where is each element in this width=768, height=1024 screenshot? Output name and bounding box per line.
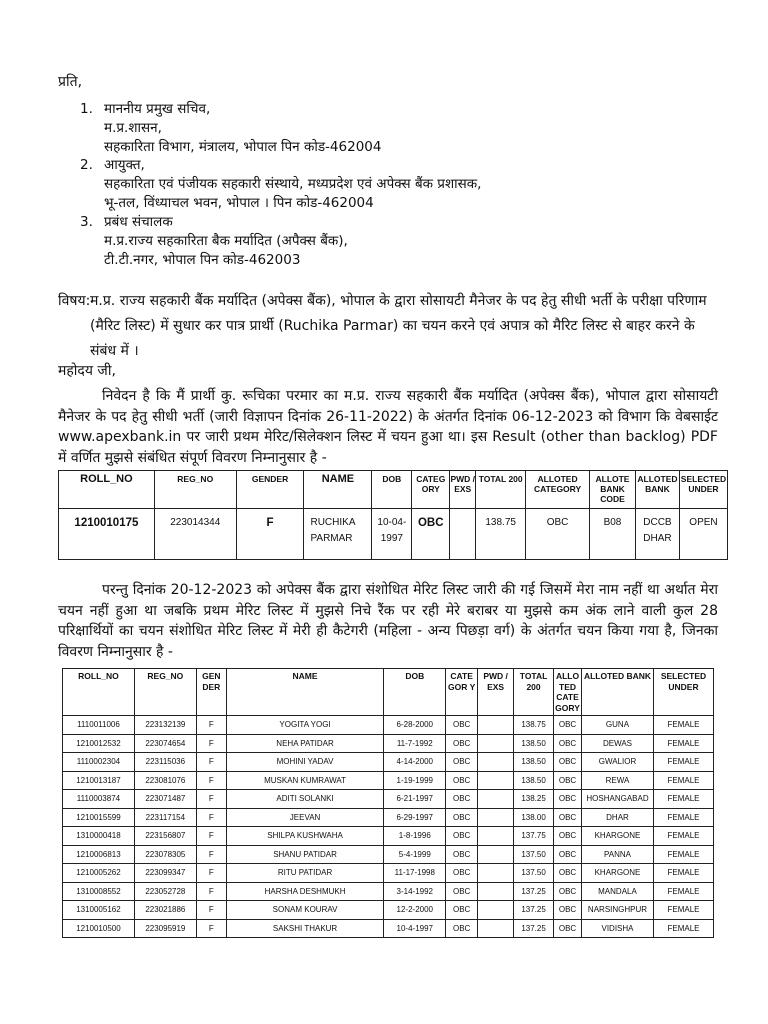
recipient-line: म.प्र.शासन, xyxy=(104,120,162,136)
header-cell: SELECTED UNDER xyxy=(653,669,713,716)
header-cell: GEN DER xyxy=(196,669,226,716)
table-cell: OBC xyxy=(554,845,582,864)
recipient-number: 3. xyxy=(80,214,93,230)
table-row xyxy=(63,716,714,735)
header-cell: ALLOTED BANK xyxy=(635,471,679,509)
recipient-line: प्रबंध संचालक xyxy=(104,214,173,230)
recipient-1 xyxy=(80,100,381,157)
table-cell: 138.75 xyxy=(514,716,554,735)
table-row xyxy=(63,790,714,809)
table-cell: OBC xyxy=(554,716,582,735)
table-cell: F xyxy=(196,919,226,938)
table-cell: F xyxy=(196,716,226,735)
candidate-table xyxy=(58,470,728,560)
table-cell: DCCB DHAR xyxy=(635,509,679,560)
table-cell: 137.25 xyxy=(514,919,554,938)
table-cell: 1210012532 xyxy=(63,734,135,753)
table-cell: F xyxy=(196,808,226,827)
table-cell xyxy=(478,827,514,846)
table-cell: 6-28-2000 xyxy=(384,716,446,735)
table-cell: 1210010175 xyxy=(59,509,155,560)
recipient-number: 1. xyxy=(80,101,93,117)
table-cell: 138.25 xyxy=(514,790,554,809)
table-row xyxy=(63,901,714,920)
table-cell: OBC xyxy=(446,771,478,790)
table-cell xyxy=(478,790,514,809)
table-cell: F xyxy=(196,901,226,920)
table-cell: 138.50 xyxy=(514,753,554,772)
table-cell: OBC xyxy=(554,882,582,901)
table-cell: SHILPA KUSHWAHA xyxy=(226,827,384,846)
header-cell: CATE GOR Y xyxy=(446,669,478,716)
table-cell: 1110002304 xyxy=(63,753,135,772)
table-cell: 1210006813 xyxy=(63,845,135,864)
header-cell: REG_NO xyxy=(134,669,196,716)
table-cell: FEMALE xyxy=(653,882,713,901)
table-cell: F xyxy=(236,509,304,560)
table-cell: OBC xyxy=(446,882,478,901)
table-cell: OBC xyxy=(526,509,590,560)
table-cell: OBC xyxy=(446,827,478,846)
table-row xyxy=(63,845,714,864)
table-cell: 1310005162 xyxy=(63,901,135,920)
table-cell: 223071487 xyxy=(134,790,196,809)
table-cell: 10-04-1997 xyxy=(372,509,412,560)
table-cell: 138.50 xyxy=(514,771,554,790)
table-cell: OBC xyxy=(446,808,478,827)
table-cell: KHARGONE xyxy=(582,827,654,846)
header-cell: TOTAL 200 xyxy=(514,669,554,716)
table-cell: 5-4-1999 xyxy=(384,845,446,864)
table-cell: PANNA xyxy=(582,845,654,864)
table-cell: FEMALE xyxy=(653,845,713,864)
header-cell: ALLO TED CATE GORY xyxy=(554,669,582,716)
table-cell: 1-19-1999 xyxy=(384,771,446,790)
table-cell: SONAM KOURAV xyxy=(226,901,384,920)
table-cell: OBC xyxy=(554,734,582,753)
table-cell xyxy=(478,901,514,920)
table-cell: FEMALE xyxy=(653,827,713,846)
table-cell xyxy=(478,882,514,901)
table-cell: 223052728 xyxy=(134,882,196,901)
table-cell: YOGITA YOGI xyxy=(226,716,384,735)
header-cell: GENDER xyxy=(236,471,304,509)
table-cell: FEMALE xyxy=(653,808,713,827)
table-cell xyxy=(478,753,514,772)
table-cell: 223115036 xyxy=(134,753,196,772)
table-cell: 223078305 xyxy=(134,845,196,864)
table-cell: OBC xyxy=(554,864,582,883)
table-cell: REWA xyxy=(582,771,654,790)
recipient-3 xyxy=(80,213,348,270)
recipient-line: म.प्र.राज्य सहकारिता बैक मर्यादित (अपैक्स बैंक), xyxy=(104,233,348,249)
table-cell: FEMALE xyxy=(653,771,713,790)
table-cell: RITU PATIDAR xyxy=(226,864,384,883)
subject-text: म.प्र. राज्य सहकारी बैंक मर्यादित (अपेक्स बैंक), भोपाल के द्वारा सोसायटी मैनेजर के पद हेतु सीधी भर्ती के परीक्षा परिणाम (मैरिट लिस्ट) में सुधार कर पात्र प्रार्थी (Ruchika Parmar) का चयन करने एवं अपात्र को मैरिट लिस्ट से बाहर करने के संबंध में । xyxy=(90,293,707,359)
header-cell: PWD / EXS xyxy=(478,669,514,716)
recipient-2 xyxy=(80,156,481,213)
table-cell: 11-7-1992 xyxy=(384,734,446,753)
table-cell: F xyxy=(196,845,226,864)
recipient-line: भू-तल, विंध्याचल भवन, भोपाल । पिन कोड-462004 xyxy=(104,195,374,211)
header-cell: ROLL_NO xyxy=(63,669,135,716)
table-cell: JEEVAN xyxy=(226,808,384,827)
table-row xyxy=(63,771,714,790)
table-cell: 12-2-2000 xyxy=(384,901,446,920)
table-cell: F xyxy=(196,864,226,883)
table-cell: GWALIOR xyxy=(582,753,654,772)
subject-block xyxy=(58,289,718,364)
table-cell: GUNA xyxy=(582,716,654,735)
table-cell: F xyxy=(196,753,226,772)
header-cell: DOB xyxy=(372,471,412,509)
table-cell: OBC xyxy=(554,771,582,790)
table-cell: 4-14-2000 xyxy=(384,753,446,772)
table-cell: 223081076 xyxy=(134,771,196,790)
table-cell: 6-21-1997 xyxy=(384,790,446,809)
table-row xyxy=(63,808,714,827)
table-cell: FEMALE xyxy=(653,901,713,920)
table-cell: OBC xyxy=(446,753,478,772)
table-cell xyxy=(478,734,514,753)
table-cell xyxy=(478,771,514,790)
selected-candidates-table xyxy=(62,668,714,938)
table-cell: F xyxy=(196,771,226,790)
table-cell: 1210010500 xyxy=(63,919,135,938)
recipient-number: 2. xyxy=(80,157,93,173)
table-row xyxy=(63,882,714,901)
table-cell: MUSKAN KUMRAWAT xyxy=(226,771,384,790)
table-cell: F xyxy=(196,790,226,809)
table-row xyxy=(63,753,714,772)
table-cell: HOSHANGABAD xyxy=(582,790,654,809)
table-cell xyxy=(478,716,514,735)
table-cell: 138.00 xyxy=(514,808,554,827)
paragraph-1: निवेदन है कि मैं प्रार्थी कु. रूचिका परमार का म.प्र. राज्य सहकारी बैंक मर्यादित (अपेक्स बैंक), भोपाल द्वारा सोसायटी मैनेजर के पद हेतु सीधी भर्ती (जारी विज्ञापन दिनांक 26-11-2022) के अंतर्गत दिनांक 06-12-2023 को विभाग कि वेबसाईट www.apexbank.in पर जारी प्रथम मेरिट/सिलेक्शन लिस्ट में चयन हुआ था। इस Result (other than backlog) PDF में वर्णित मुझसे संबंधित संपूर्ण विवरण निम्नानुसार है - xyxy=(58,388,718,466)
to-label: प्रति, xyxy=(58,74,83,90)
header-cell: NAME xyxy=(226,669,384,716)
table-cell: 1210013187 xyxy=(63,771,135,790)
recipient-line: आयुक्त, xyxy=(104,157,145,173)
table-cell: 1310008552 xyxy=(63,882,135,901)
table-cell: OBC xyxy=(412,509,450,560)
table-cell: OBC xyxy=(554,808,582,827)
header-cell: NAME xyxy=(304,471,372,509)
table-cell: 1210005262 xyxy=(63,864,135,883)
recipient-line: टी.टी.नगर, भोपाल पिन कोड-462003 xyxy=(104,252,301,268)
table-cell: 137.50 xyxy=(514,864,554,883)
table-cell: OBC xyxy=(554,753,582,772)
table-cell: OBC xyxy=(554,919,582,938)
greeting: महोदय जी, xyxy=(58,363,116,379)
table-cell: 223117154 xyxy=(134,808,196,827)
table-cell: 3-14-1992 xyxy=(384,882,446,901)
paragraph-2: परन्तु दिनांक 20-12-2023 को अपेक्स बैंक द्वारा संशोधित मेरिट लिस्ट जारी की गई जिसमें मेरा नाम नहीं था अर्थात मेरा चयन नहीं हुआ था जबकि प्रथम मेरिट लिस्ट में मुझसे निचे रैंक पर रही मेरे बराबर या मुझसे कम अंक लाने वाली कुल 28 परिक्षार्थियों का चयन संशोधित मेरिट लिस्ट में मेरी ही कैटेगरी (महिला - अन्य पिछड़ा वर्ग) के अंतर्गत चयन किया गया है, जिनका विवरण निम्नानुसार है - xyxy=(58,582,718,660)
table-cell: FEMALE xyxy=(653,716,713,735)
table-cell: OBC xyxy=(446,901,478,920)
table-cell: MOHINI YADAV xyxy=(226,753,384,772)
table-cell: 11-17-1998 xyxy=(384,864,446,883)
table-cell: OBC xyxy=(446,716,478,735)
table-cell: 137.25 xyxy=(514,882,554,901)
table-row xyxy=(63,734,714,753)
table-cell: FEMALE xyxy=(653,753,713,772)
table-cell: 223074654 xyxy=(134,734,196,753)
table-cell: OBC xyxy=(446,919,478,938)
table-row xyxy=(63,919,714,938)
table-cell: OBC xyxy=(446,734,478,753)
table-cell: 223014344 xyxy=(154,509,236,560)
header-cell: REG_NO xyxy=(154,471,236,509)
table-cell: 1210015599 xyxy=(63,808,135,827)
header-cell: SELECTED UNDER xyxy=(679,471,727,509)
table-cell xyxy=(478,808,514,827)
table-cell: 223099347 xyxy=(134,864,196,883)
table-cell: KHARGONE xyxy=(582,864,654,883)
table-cell: 1-8-1996 xyxy=(384,827,446,846)
table-cell: 138.75 xyxy=(476,509,526,560)
table-cell: FEMALE xyxy=(653,919,713,938)
header-cell: ROLL_NO xyxy=(59,471,155,509)
table-cell: OBC xyxy=(446,845,478,864)
table-cell: OBC xyxy=(446,790,478,809)
recipient-line: सहकारिता विभाग, मंत्रालय, भोपाल पिन कोड-462004 xyxy=(104,139,382,155)
table-cell: HARSHA DESHMUKH xyxy=(226,882,384,901)
table-row xyxy=(63,827,714,846)
table-cell: OBC xyxy=(554,790,582,809)
header-cell: DOB xyxy=(384,669,446,716)
table-cell: DEWAS xyxy=(582,734,654,753)
header-cell: CATEG ORY xyxy=(412,471,450,509)
table-cell: 1310000418 xyxy=(63,827,135,846)
header-cell: PWD / EXS xyxy=(450,471,476,509)
table-cell: 223095919 xyxy=(134,919,196,938)
table-cell: 1110011006 xyxy=(63,716,135,735)
table-cell: SAKSHI THAKUR xyxy=(226,919,384,938)
table-row xyxy=(63,864,714,883)
table-cell: F xyxy=(196,882,226,901)
table-cell xyxy=(478,919,514,938)
table-cell: 223021886 xyxy=(134,901,196,920)
recipient-line: माननीय प्रमुख सचिव, xyxy=(104,101,211,117)
table-cell xyxy=(478,845,514,864)
table-cell: ADITI SOLANKI xyxy=(226,790,384,809)
table-cell: 10-4-1997 xyxy=(384,919,446,938)
table-cell: OPEN xyxy=(679,509,727,560)
header-cell: ALLOTE BANK CODE xyxy=(590,471,636,509)
table-cell: 137.75 xyxy=(514,827,554,846)
table-cell xyxy=(478,864,514,883)
header-cell: ALLOTED BANK xyxy=(582,669,654,716)
table-cell: 6-29-1997 xyxy=(384,808,446,827)
table-cell: RUCHIKA PARMAR xyxy=(304,509,372,560)
table-cell: SHANU PATIDAR xyxy=(226,845,384,864)
table-cell: FEMALE xyxy=(653,734,713,753)
table-cell: B08 xyxy=(590,509,636,560)
table-cell: MANDALA xyxy=(582,882,654,901)
header-cell: TOTAL 200 xyxy=(476,471,526,509)
table-cell: F xyxy=(196,734,226,753)
header-cell: ALLOTED CATEGORY xyxy=(526,471,590,509)
subject-label: विषय:- xyxy=(58,293,96,309)
table-cell: 223132139 xyxy=(134,716,196,735)
table-cell: DHAR xyxy=(582,808,654,827)
table-cell: VIDISHA xyxy=(582,919,654,938)
table-cell: FEMALE xyxy=(653,864,713,883)
table-cell: OBC xyxy=(554,827,582,846)
table-cell: NEHA PATIDAR xyxy=(226,734,384,753)
table-cell: OBC xyxy=(446,864,478,883)
table-cell: 137.50 xyxy=(514,845,554,864)
table-cell: NARSINGHPUR xyxy=(582,901,654,920)
recipient-line: सहकारिता एवं पंजीयक सहकारी संस्थाये, मध्यप्रदेश एवं अपेक्स बैंक प्रशासक, xyxy=(104,176,482,192)
table-cell: 138.50 xyxy=(514,734,554,753)
table-cell: OBC xyxy=(554,901,582,920)
table-cell: 137.25 xyxy=(514,901,554,920)
table-cell xyxy=(450,509,476,560)
table-cell: F xyxy=(196,827,226,846)
table-cell: 1110003874 xyxy=(63,790,135,809)
table-cell: 223156807 xyxy=(134,827,196,846)
table-cell: FEMALE xyxy=(653,790,713,809)
